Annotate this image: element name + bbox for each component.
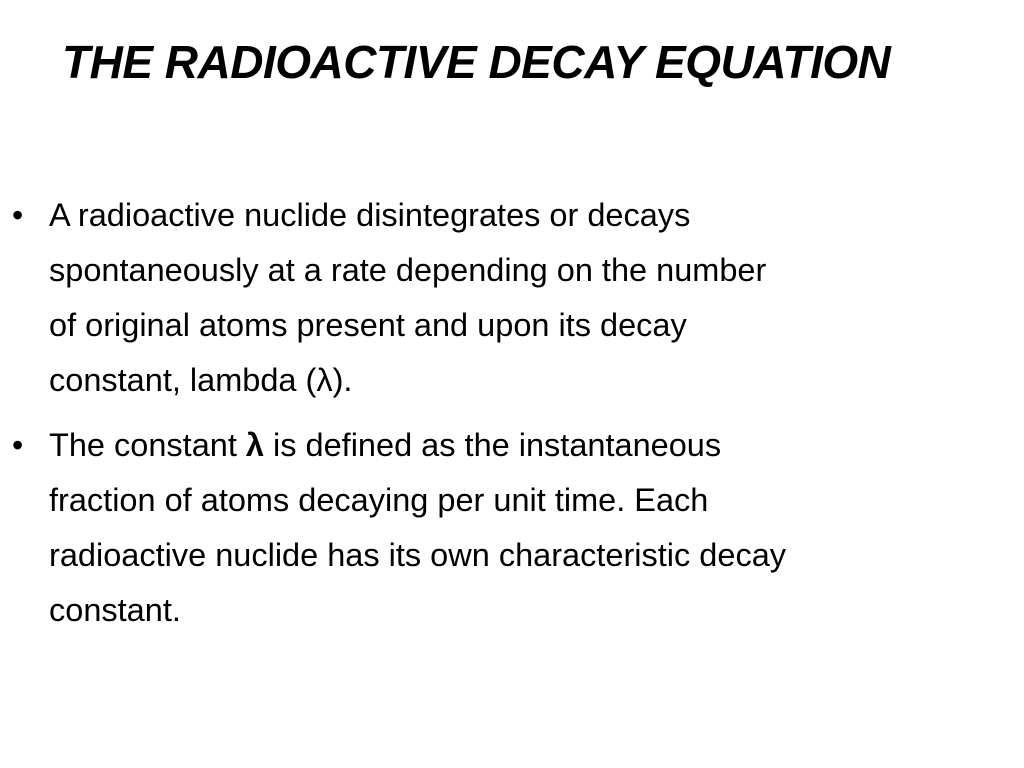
bullet-line: of original atoms present and upon its decay — [49, 307, 687, 343]
bullet-line: fraction of atoms decaying per unit time. Each — [49, 482, 709, 518]
slide-title: THE RADIOACTIVE DECAY EQUATION — [62, 36, 891, 88]
bullet-line: constant, lambda (λ). — [49, 362, 353, 398]
bullet-line — [49, 418, 1000, 473]
bullet-item-decay-definition — [0, 188, 1000, 408]
bullet-dot-icon: • — [12, 427, 24, 463]
bullet-line: spontaneously at a rate depending on the number — [49, 252, 767, 288]
bullet-dot-icon: • — [12, 197, 24, 233]
bullet-line: radioactive nuclide has its own characteristic decay — [49, 537, 787, 573]
bullet-text: The constant — [49, 427, 246, 463]
bullet-line: A radioactive nuclide disintegrates or decays — [49, 197, 691, 233]
lambda-symbol: λ — [245, 427, 264, 463]
bullet-line: constant. — [49, 592, 181, 628]
bullet-item-lambda-definition — [0, 418, 1000, 638]
bullet-list — [0, 188, 1000, 648]
bullet-text: is defined as the instantaneous — [264, 427, 722, 463]
